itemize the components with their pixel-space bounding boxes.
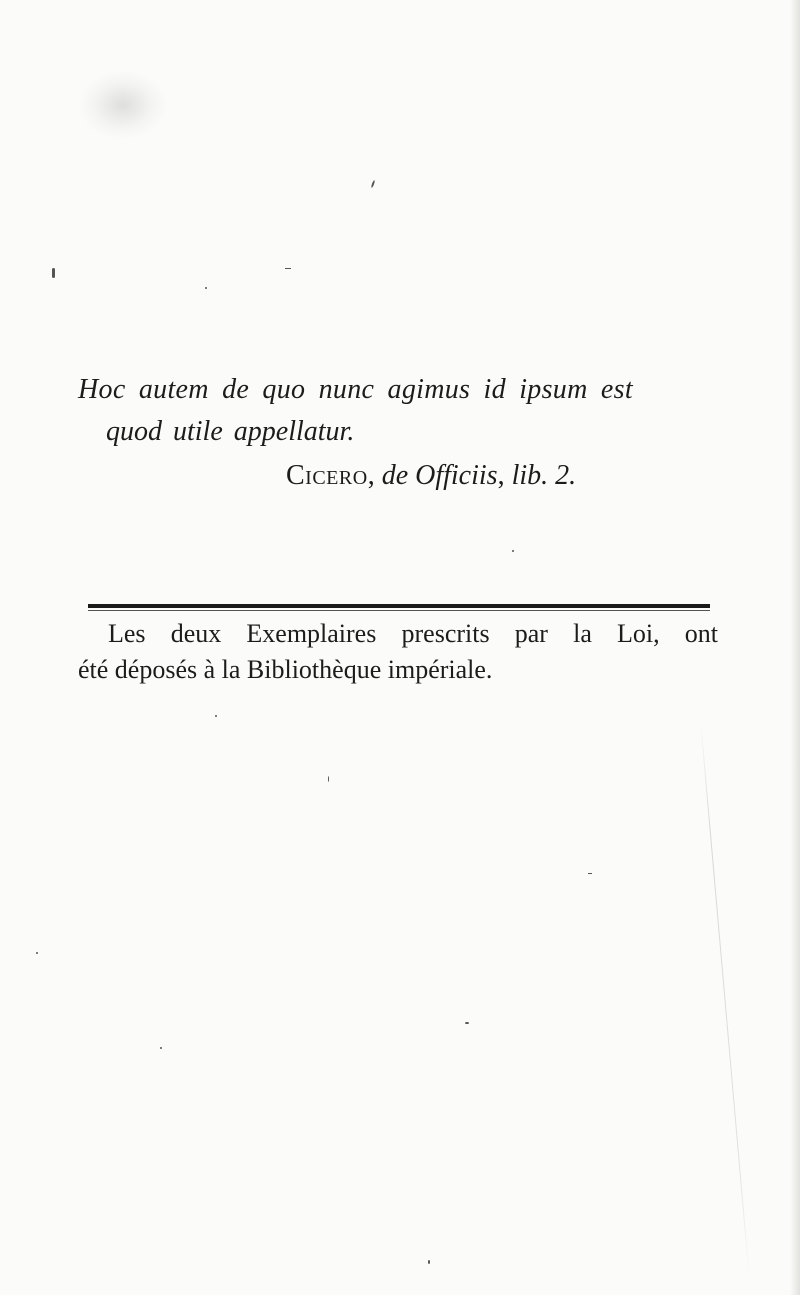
double-rule-thick [88, 604, 710, 608]
epigraph-line-2: quod utile appellatur. [106, 416, 355, 447]
paper-speck [512, 550, 514, 552]
attribution-work: de Officiis [381, 460, 498, 491]
paper-speck [160, 1047, 162, 1049]
paper-speck [215, 715, 217, 717]
epigraph-attribution [286, 460, 576, 492]
attribution-separator: , [367, 460, 382, 491]
notice-line-1: Les deux Exemplaires prescrits par la Loi, ont [108, 619, 718, 648]
double-rule-thin [88, 610, 710, 611]
attribution-reference: lib. 2. [511, 460, 577, 491]
epigraph-line-1: Hoc autem de quo nunc agimus id ipsum est [78, 374, 633, 405]
paper-speck [205, 287, 207, 289]
page-edge-shadow [790, 0, 800, 1295]
paper-speck [588, 873, 592, 874]
paper-fold-line [700, 720, 750, 1278]
attribution-author: Cicero [286, 460, 368, 491]
legal-deposit-notice [78, 616, 718, 688]
attribution-separator: , [497, 460, 512, 491]
paper-speck [428, 1260, 430, 1264]
paper-speck [52, 268, 55, 278]
paper-speck [285, 268, 291, 269]
paper-speck [328, 776, 329, 782]
ink-smudge [78, 70, 168, 140]
notice-line-2: été déposés à la Bibliothèque impériale. [78, 655, 493, 684]
paper-speck [371, 180, 376, 188]
paper-speck [36, 952, 38, 954]
paper-speck [465, 1022, 469, 1024]
